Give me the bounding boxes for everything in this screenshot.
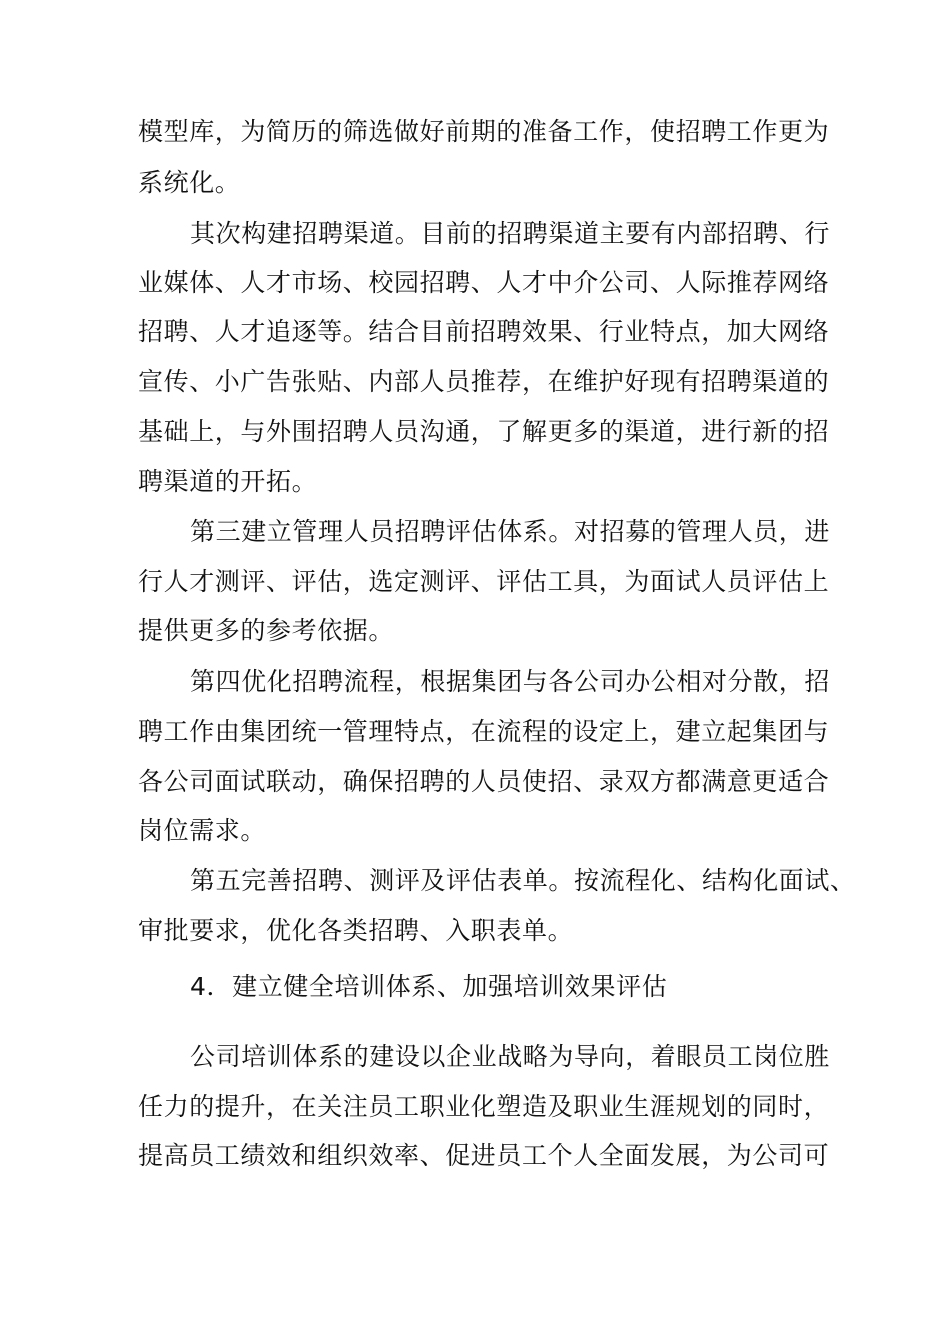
text-line: 招聘、人才追逐等。结合目前招聘效果、行业特点，加大网络 [138, 317, 830, 346]
text-line: 行人才测评、评估，选定测评、评估工具，为面试人员评估上 [138, 567, 830, 596]
text-line: 第四优化招聘流程，根据集团与各公司办公相对分散，招 [190, 667, 831, 696]
text-line: 审批要求，优化各类招聘、入职表单。 [138, 916, 574, 945]
text-line: 提高员工绩效和组织效率、促进员工个人全面发展，为公司可 [138, 1141, 830, 1170]
text-line: 系统化。 [138, 168, 241, 197]
text-line: 其次构建招聘渠道。目前的招聘渠道主要有内部招聘、行 [190, 219, 831, 248]
text-line: 第五完善招聘、测评及评估表单。按流程化、结构化面试、 [190, 866, 856, 895]
text-line: 提供更多的参考依据。 [138, 616, 395, 645]
text-line: 任力的提升，在关注员工职业化塑造及职业生涯规划的同时， [138, 1092, 830, 1121]
text-line: 第三建立管理人员招聘评估体系。对招募的管理人员，进 [190, 517, 831, 546]
text-line: 模型库，为简历的筛选做好前期的准备工作，使招聘工作更为 [138, 117, 830, 146]
text-line: 聘工作由集团统一管理特点，在流程的设定上，建立起集团与 [138, 717, 830, 746]
section-heading: 4．建立健全培训体系、加强培训效果评估 [190, 972, 668, 1001]
text-line: 宣传、小广告张贴、内部人员推荐，在维护好现有招聘渠道的 [138, 367, 830, 396]
text-line: 公司培训体系的建设以企业战略为导向，着眼员工岗位胜 [190, 1042, 831, 1071]
text-line: 岗位需求。 [138, 816, 267, 845]
text-line: 基础上，与外围招聘人员沟通，了解更多的渠道，进行新的招 [138, 417, 830, 446]
text-line: 业媒体、人才市场、校园招聘、人才中介公司、人际推荐网络 [138, 268, 830, 297]
text-line: 聘渠道的开拓。 [138, 467, 318, 496]
text-line: 各公司面试联动，确保招聘的人员使招、录双方都满意更适合 [138, 767, 830, 796]
